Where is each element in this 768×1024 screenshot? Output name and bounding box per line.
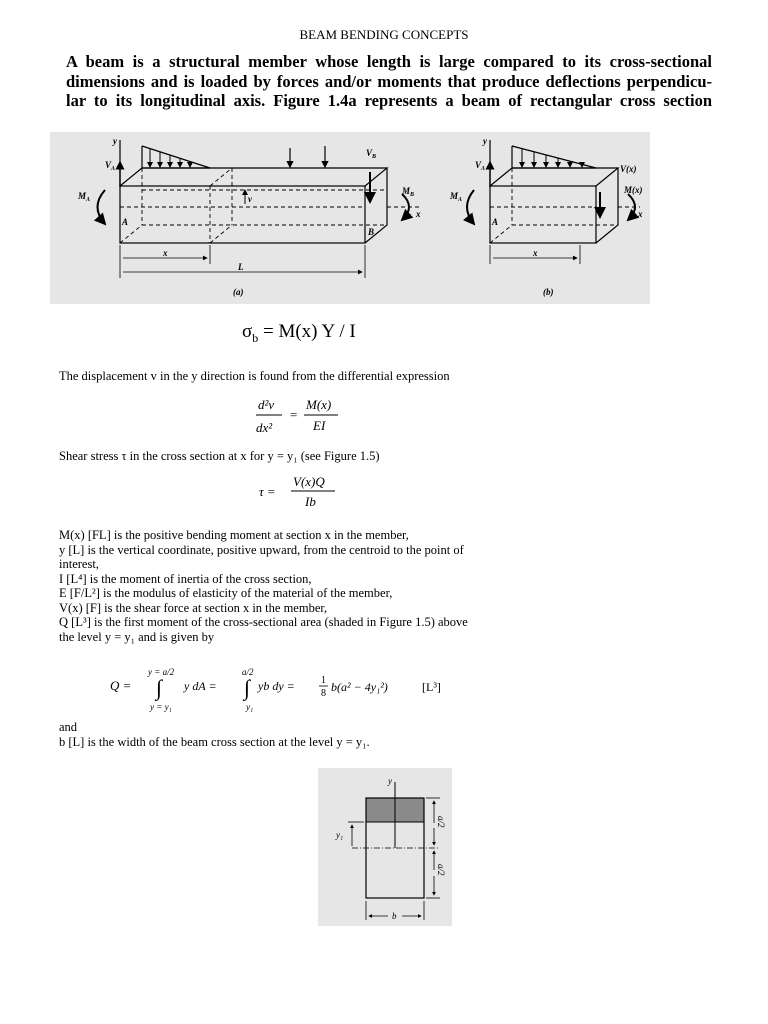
integral-sign-2: ∫: [244, 675, 251, 700]
intro-line-2: dimensions and is loaded by forces and/or moments that produce deflections perpendicu-: [66, 71, 712, 91]
label-b-x-axis: x: [638, 209, 643, 219]
label-a-l-dim: L: [238, 262, 244, 272]
label-a-x-axis: x: [416, 209, 421, 219]
shear-formula: [255, 472, 355, 514]
intro-line-3: lar to its longitudinal axis. Figure 1.4a represents a beam of rectangular cross section: [66, 91, 712, 110]
eq-d2v: d²v: [258, 397, 275, 412]
definition-line: y [L] is the vertical coordinate, positive upward, from the centroid to the point of: [59, 542, 464, 557]
q-unit: [L³]: [422, 680, 441, 694]
caption-a: (a): [233, 287, 244, 297]
stress-rest: = M(x) Y / I: [258, 321, 356, 342]
q-upper-2: a/2: [242, 667, 254, 677]
differential-equation: [250, 392, 360, 442]
label-b-vx: V(x): [620, 164, 637, 174]
definition-line: M(x) [FL] is the positive bending moment at section x in the member,: [59, 528, 409, 542]
label-b-y: y: [483, 136, 487, 146]
eq-mx: M(x): [306, 397, 332, 412]
beam-a-front-face: [120, 186, 365, 243]
figure-b: [467, 140, 640, 264]
beam-b-top-face: [490, 168, 618, 186]
intro-paragraph: [66, 52, 712, 111]
label-b-a: A: [492, 217, 499, 227]
q-label: Q =: [110, 678, 132, 693]
beam-b-front-face: [490, 186, 596, 243]
label-a-b: B: [368, 227, 375, 237]
definition-line: E [F/L²] is the modulus of elasticity of the material of the member,: [59, 586, 393, 600]
eq-ib: Ib: [305, 494, 316, 509]
section-label-b: b: [392, 911, 397, 921]
label-a-mb: $M_B$: [402, 186, 415, 198]
section-label-a-half-bottom: a/2: [436, 864, 446, 876]
definitions-list: [59, 528, 599, 644]
q-frac-den: 8: [321, 688, 326, 699]
beam-figure-drawing: [50, 132, 650, 304]
first-moment-equation: [110, 664, 470, 714]
label-a-v: v: [248, 194, 252, 204]
definition-line: V(x) [F] is the shear force at section x in the member,: [59, 600, 328, 615]
moment-a-arrow: [98, 190, 106, 224]
definition-line: Q [L³] is the first moment of the cross-sectional area (shaded in Figure 1.5) above: [59, 615, 468, 629]
integral-sign-1: ∫: [156, 675, 163, 700]
b-definition: b [L] is the width of the beam cross section at the level y = y₁.: [59, 734, 370, 749]
section-label-y1: y₁: [336, 830, 344, 840]
q-integrand-2: yb dy =: [258, 679, 295, 693]
page-title: BEAM BENDING CONCEPTS: [299, 27, 469, 42]
closing-text: [59, 720, 599, 749]
definition-line: I [L⁴] is the moment of inertia of the cross section,: [59, 571, 312, 586]
beam-a-top-face: [120, 168, 387, 186]
cross-section-drawing: [318, 768, 452, 926]
caption-b: (b): [543, 287, 554, 297]
distributed-load: [142, 146, 210, 168]
eq-ei: EI: [313, 418, 326, 433]
definition-line: the level y = y₁ and is given by: [59, 629, 215, 644]
displacement-intro: The displacement v in the y direction is found from the differential expression: [59, 369, 450, 383]
label-a-a: A: [122, 217, 129, 227]
cross-section-figure: [318, 768, 452, 926]
shear-intro: Shear stress τ in the cross section at x for y = y₁ (see Figure 1.5): [59, 449, 380, 463]
definition-line: interest,: [59, 557, 99, 571]
label-a-y: y: [113, 136, 117, 146]
and-word: and: [59, 720, 78, 734]
label-b-ma: $M_A$: [450, 191, 463, 203]
stress-sigma: σ: [242, 321, 253, 342]
label-a-vb: $V_B$: [366, 148, 377, 160]
q-lower-2: y₁: [246, 702, 254, 712]
eq-equals: =: [290, 407, 298, 422]
intro-line-1: A beam is a structural member whose length is large compared to its cross-sectional: [66, 52, 712, 71]
label-b-va: $V_A$: [475, 160, 486, 172]
bending-stress-formula: [242, 321, 356, 346]
q-upper-1: y = a/2: [148, 667, 175, 677]
section-label-a-half-top: a/2: [436, 816, 446, 828]
section-label-y: y: [388, 776, 392, 786]
eq-vxq: V(x)Q: [293, 474, 325, 489]
label-a-ma: $M_A$: [78, 191, 91, 203]
q-frac-num: 1: [321, 675, 326, 686]
q-lower-1: y = y₁: [150, 702, 172, 712]
label-b-mx: M(x): [624, 185, 643, 195]
q-result: b(a² − 4y₁²): [331, 680, 388, 694]
label-a-x-dim: x: [163, 248, 168, 258]
figure-a: [98, 140, 423, 278]
beam-figure: [50, 132, 650, 304]
label-a-va: $V_A$: [105, 160, 116, 172]
label-b-x-dim: x: [533, 248, 538, 258]
eq-tau: τ =: [259, 484, 276, 499]
q-integrand-1: y dA =: [184, 679, 217, 693]
stress-subscript: b: [252, 330, 259, 345]
eq-dx2: dx²: [256, 420, 273, 435]
